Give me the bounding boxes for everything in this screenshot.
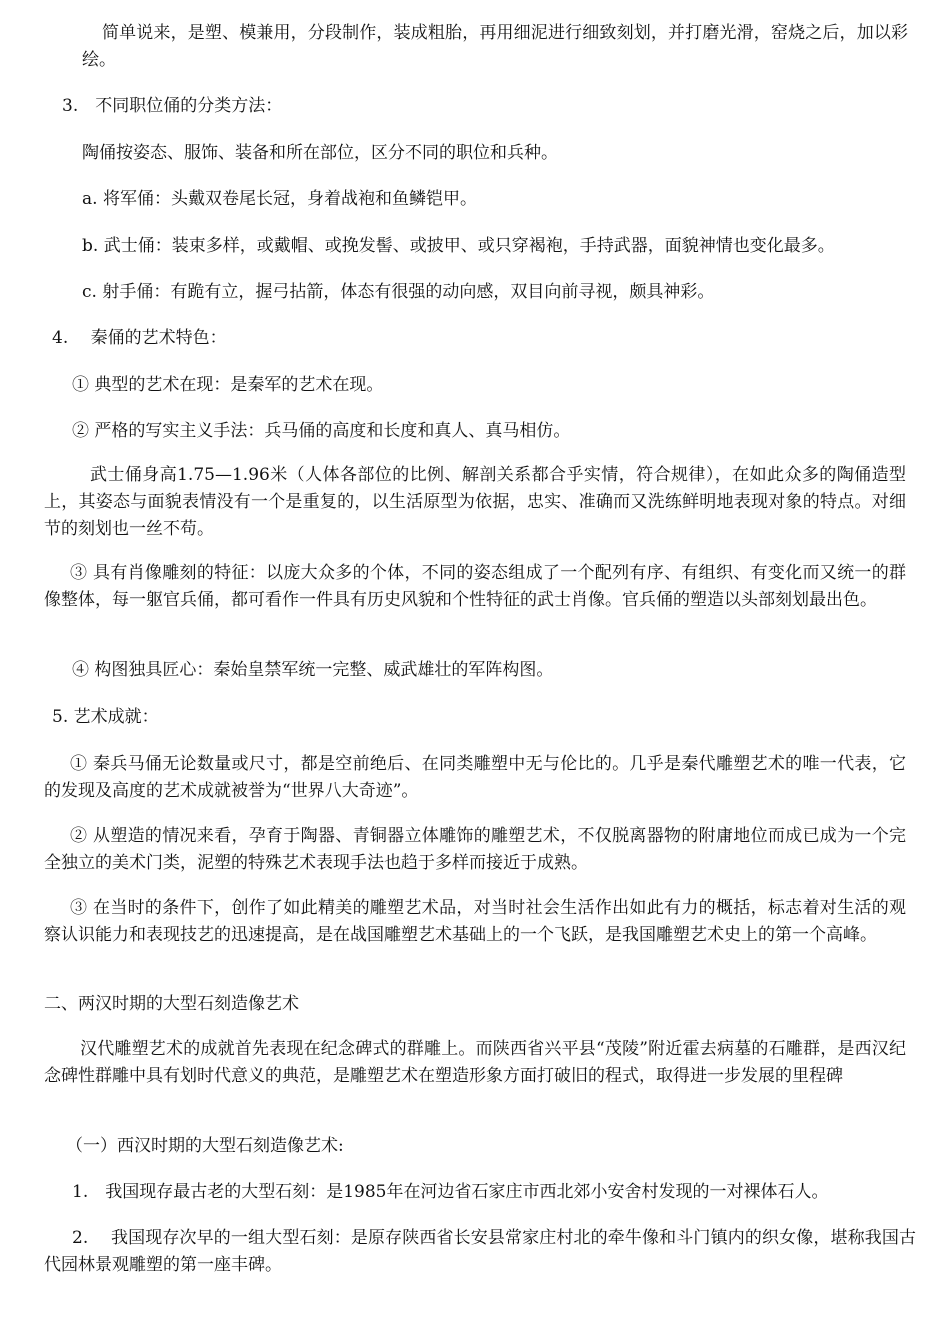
feature-typical-representation: ① 典型的艺术在现：是秦军的艺术在现。 — [72, 375, 384, 395]
paragraph-firing-process: 简单说来，是塑、模兼用，分段制作，装成粗胎，再用细泥进行细致刻划，并打磨光滑，窑烧之后，加以彩绘。 — [82, 23, 908, 70]
section-heading-han-stone-carving: 二、两汉时期的大型石刻造像艺术 — [44, 994, 299, 1014]
heading-artistic-achievement: 5. 艺术成就： — [52, 707, 159, 727]
paragraph-warrior-height: 武士俑身高1.75—1.96米（人体各部位的比例、解剖关系都合乎实情，符合规律），在如此众多的陶俑造型上，其姿态与面貌表情没有一个是重复的，以生活原型为依据，忠实、准确而又洗练鲜明地表现对象的特点。对细节的刻划也一丝不苟。 — [44, 465, 906, 539]
heading-artistic-features: 4. 秦俑的艺术特色： — [52, 328, 227, 348]
list-item-oldest-stone-carving: 1. 我国现存最古老的大型石刻：是1985年在河边省石家庄市西北郊小安舍村发现的一对裸体石人。 — [72, 1182, 829, 1202]
list-item-general-figure: a. 将军俑：头戴双卷尾长冠，身着战袍和鱼鳞铠甲。 — [82, 189, 477, 209]
feature-composition: ④ 构图独具匠心：秦始皇禁军统一完整、威武雄壮的军阵构图。 — [72, 660, 554, 680]
feature-portrait-sculpture: ③ 具有肖像雕刻的特征：以庞大众多的个体，不同的姿态组成了一个配列有序、有组织、有变化而又统一的群像整体，每一躯官兵俑，都可看作一件具有历史风貌和个性特征的武士肖像。官兵俑的塑造以头部刻划最出色。 — [44, 563, 906, 610]
achievement-unprecedented: ① 秦兵马俑无论数量或尺寸，都是空前绝后、在同类雕塑中无与伦比的。几乎是秦代雕塑艺术的唯一代表，它的发现及高度的艺术成就被誉为“世界八大奇迹”。 — [44, 754, 906, 801]
achievement-independent-art: ② 从塑造的情况来看，孕育于陶器、青铜器立体雕饰的雕塑艺术，不仅脱离器物的附庸地位而成已成为一个完全独立的美术门类，泥塑的特殊艺术表现手法也趋于多样而接近于成熟。 — [44, 826, 906, 873]
paragraph-classification-basis: 陶俑按姿态、服饰、装备和所在部位，区分不同的职位和兵种。 — [82, 143, 558, 163]
list-item-warrior-figure: b. 武士俑：装束多样，或戴帽、或挽发髻、或披甲、或只穿褐袍，手持武器，面貌神情也变化最多。 — [82, 236, 835, 256]
paragraph-han-monument-sculpture: 汉代雕塑艺术的成就首先表现在纪念碑式的群雕上。而陕西省兴平县“茂陵”附近霍去病墓的石雕群，是西汉纪念碑性群雕中具有划时代意义的典范，是雕塑艺术在塑造形象方面打破旧的程式，取得进一步发展的里程碑 — [44, 1039, 906, 1086]
list-item-second-oldest-carving: 2. 我国现存次早的一组大型石刻：是原存陕西省长安县常家庄村北的牵牛像和斗门镇内的织女像，堪称我国古代园林景观雕塑的第一座丰碑。 — [44, 1228, 916, 1275]
heading-classification-method: 3. 不同职位俑的分类方法： — [62, 96, 283, 116]
feature-strict-realism: ② 严格的写实主义手法：兵马俑的高度和长度和真人、真马相仿。 — [72, 421, 571, 441]
achievement-first-peak: ③ 在当时的条件下，创作了如此精美的雕塑艺术品，对当时社会生活作出如此有力的概括，标志着对生活的观察认识能力和表现技艺的迅速提高，是在战国雕塑艺术基础上的一个飞跃，是我国雕塑艺术史上的第一个高峰。 — [44, 898, 906, 945]
subheading-western-han: （一）西汉时期的大型石刻造像艺术: — [66, 1136, 344, 1156]
list-item-archer-figure: c. 射手俑：有跪有立，握弓拈箭，体态有很强的动向感，双目向前寻视，颇具神彩。 — [82, 282, 715, 302]
